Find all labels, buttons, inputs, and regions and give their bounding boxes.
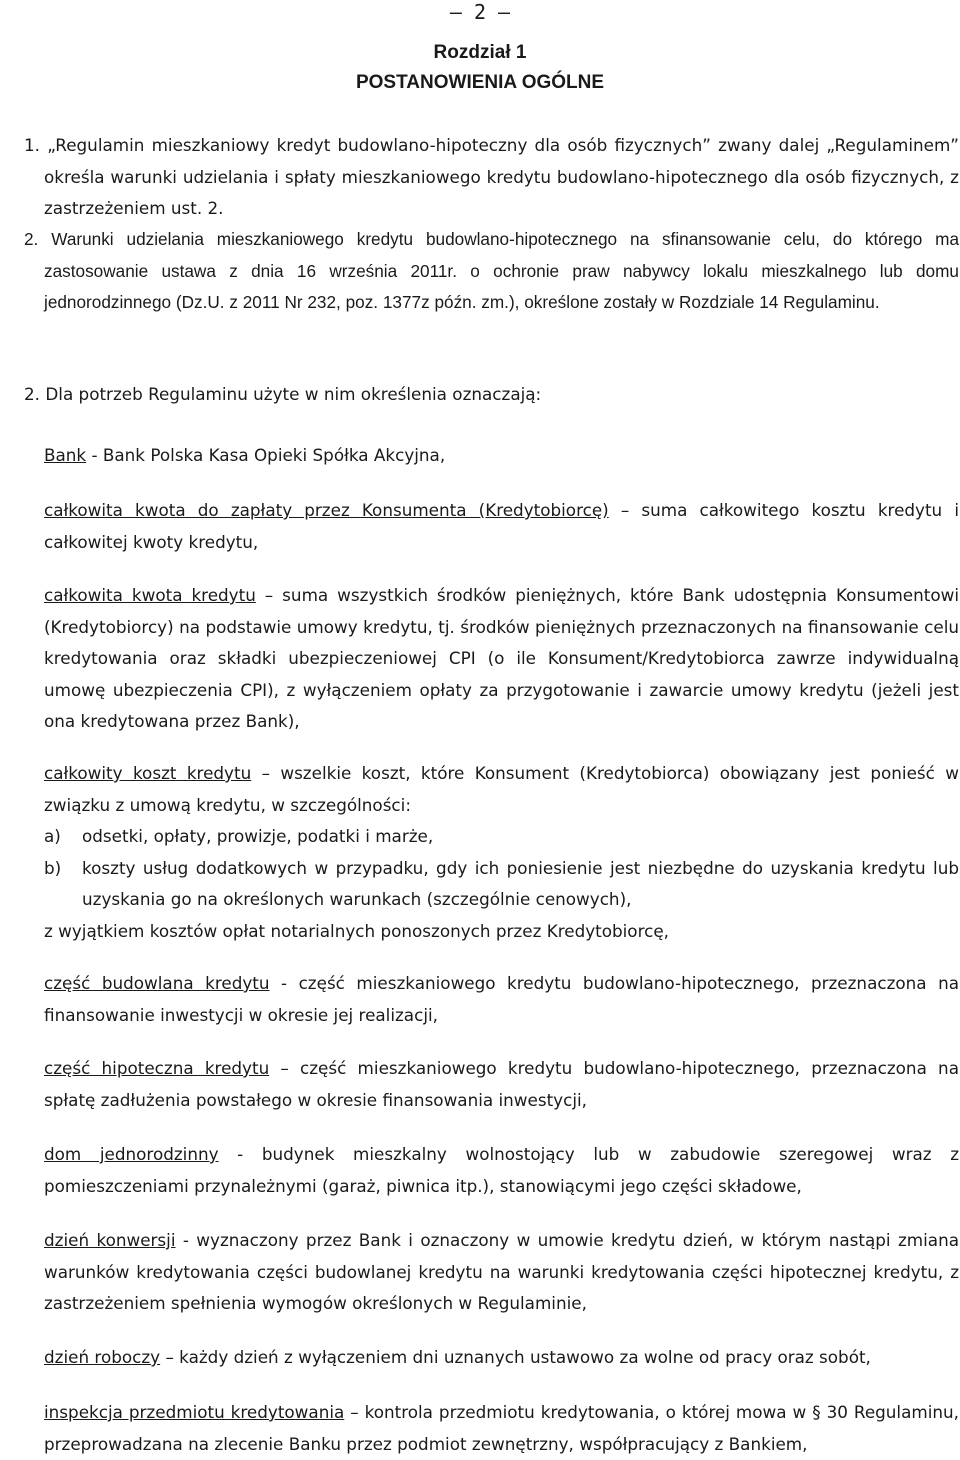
definition-text: - budynek mieszkalny wolnostojący lub w zabudowie szeregowej wraz z pomieszczeniami przynależnymi (garaż, piwnica itp.), stanowiącymi jego części składowe, [44, 1144, 960, 1196]
paragraph-1 [24, 130, 959, 225]
definition-total-cost [44, 758, 959, 947]
term: całkowita kwota do zapłaty przez Konsumenta (Kredytobiorcę) [44, 500, 609, 520]
term: dom jednorodzinny [44, 1144, 219, 1164]
list-marker: b) [44, 857, 62, 878]
list-marker: a) [44, 826, 61, 846]
definition-text: - wyznaczony przez Bank i oznaczony w umowie kredytu dzień, w którym nastąpi zmiana warunków kredytowania części budowlanej kredytu na warunki kredytowania części hipotecznej kredytu, z zastrzeżeniem spełnienia wymogów określonych w Regulaminie, [44, 1230, 959, 1313]
paragraph-text: Warunki udzielania mieszkaniowego kredytu budowlano-hipotecznego na sfinansowanie celu, do którego ma zastosowanie ustawa z dnia 16 września 2011r. o ochronie praw nabywcy lokalu mieszkalnego lub domu jednorodzinnego (Dz.U. z 2011 Nr 232, poz. 1377z późn. zm.), określone zostały w Rozdziale 14 Regulaminu. [44, 229, 960, 312]
definition-conversion-day [44, 1225, 959, 1320]
definition-intro [44, 758, 959, 821]
definition-text: – każdy dzień z wyłączeniem dni uznanych ustawowo za wolne od pracy oraz sobót, [160, 1347, 871, 1367]
definition-single-family-house [44, 1139, 959, 1202]
definition-bank [44, 440, 959, 472]
definition-mortgage-part [44, 1053, 959, 1116]
definition-text: – suma wszystkich środków pieniężnych, które Bank udostępnia Konsumentowi (Kredytobiorcy) na podstawie umowy kredytu, tj. środków pieniężnych przeznaczonych na finansowanie celu kredytowania oraz składki ubezpieczeniowej CPI (o ile Konsument/Kredytobiorca zawrze indywidualną umowę ubezpieczenia CPI), z wyłączeniem opłaty za przygotowanie i zawarcie umowy kredytu (jeżeli jest ona kredytowana przez Bank), [44, 585, 959, 731]
list-item [44, 821, 959, 853]
list-text: odsetki, opłaty, prowizje, podatki i marże, [82, 826, 434, 846]
term: dzień roboczy [44, 1347, 161, 1367]
chapter-number: Rozdział 1 [433, 42, 527, 63]
term: całkowity koszt kredytu [44, 763, 252, 783]
term: całkowita kwota kredytu [44, 585, 256, 605]
paragraph-number: 2. [24, 229, 39, 249]
definition-text: – kontrola przedmiotu kredytowania, o której mowa w § 30 Regulaminu, przeprowadzana na zlecenie Banku przez podmiot zewnętrzny, współpracujący z Bankiem, [44, 1402, 959, 1454]
list-text: koszty usług dodatkowych w przypadku, gdy ich poniesienie jest niezbędne do uzyskania kredytu lub uzyskania go na określonych warunkach (szczególnie cenowych), [82, 857, 959, 909]
page-number: – 2 – [449, 0, 511, 24]
definition-text: – część mieszkaniowego kredytu budowlano-hipotecznego, przeznaczona na spłatę zadłużenia powstałego w okresie finansowania inwestycji, [44, 1058, 959, 1110]
paragraph-text: „Regulamin mieszkaniowy kredyt budowlano-hipoteczny dla osób fizycznych” zwany dalej „Regulaminem” określa warunki udzielania i spłaty mieszkaniowego kredytu budowlano-hipotecznego dla osób fizycznych, z zastrzeżeniem ust. 2. [44, 135, 959, 218]
paragraph-2 [24, 224, 960, 319]
paragraph-number: 1. [24, 135, 41, 155]
definition-text: – suma całkowitego kosztu kredytu i całkowitej kwoty kredytu, [44, 500, 959, 552]
term: część hipoteczna kredytu [44, 1058, 270, 1078]
paragraph-3 [24, 379, 959, 411]
definition-tail: z wyjątkiem kosztów opłat notarialnych ponoszonych przez Kredytobiorcę, [44, 920, 669, 941]
term: inspekcja przedmiotu kredytowania [44, 1402, 345, 1422]
definition-text: - część mieszkaniowego kredytu budowlano-hipotecznego, przeznaczona na finansowanie inwestycji w okresie jej realizacji, [44, 973, 959, 1025]
definition-text: – wszelkie koszt, które Konsument (Kredytobiorca) obowiązany jest ponieść w związku z umową kredytu, w szczególności: [44, 763, 959, 815]
list-item [44, 853, 959, 916]
definition-inspection [44, 1397, 959, 1460]
definition-total-to-pay [44, 495, 959, 558]
definition-text: - Bank Polska Kasa Opieki Spółka Akcyjna, [86, 445, 446, 465]
paragraph-number: 2. [24, 384, 41, 404]
chapter-title: POSTANOWIENIA OGÓLNE [355, 72, 605, 93]
term: dzień konwersji [44, 1230, 176, 1250]
paragraph-text: Dla potrzeb Regulaminu użyte w nim określenia oznaczają: [45, 384, 542, 404]
definition-construction-part [44, 968, 959, 1031]
term: część budowlana kredytu [44, 973, 270, 993]
term: Bank [44, 445, 87, 465]
definition-working-day [44, 1342, 959, 1374]
definition-total-amount [44, 580, 959, 738]
